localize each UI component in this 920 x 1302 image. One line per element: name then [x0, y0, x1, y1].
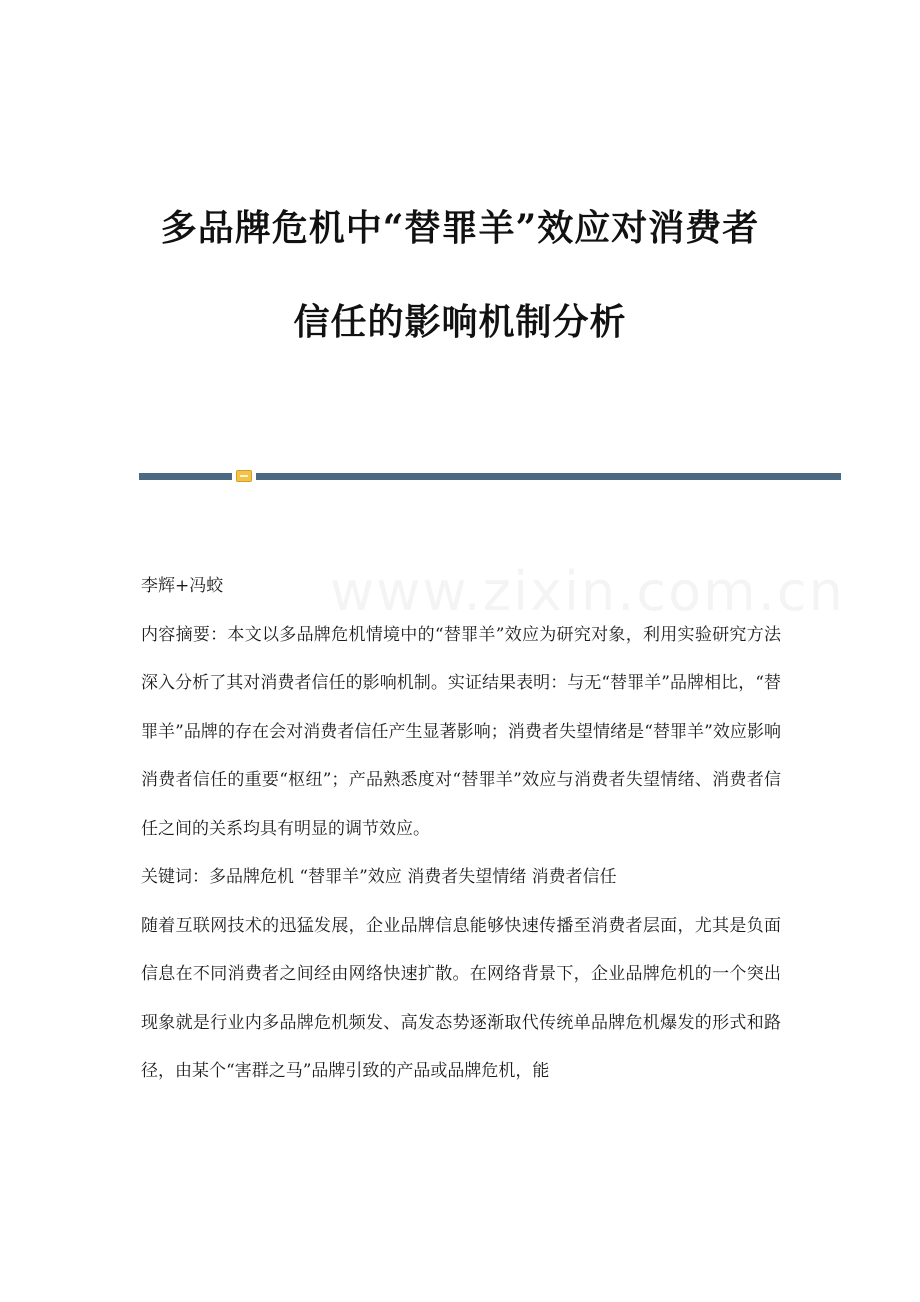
- keywords: 关键词：多品牌危机 “替罪羊”效应 消费者失望情绪 消费者信任: [141, 867, 617, 887]
- abstract: 内容摘要：本文以多品牌危机情境中的“替罪羊”效应为研究对象，利用实验研究方法深入分析了其对消费者信任的影响机制。实证结果表明：与无“替罪羊”品牌相比，“替罪羊”品牌的存在会对消费者信任产生显著影响；消费者失望情绪是“替罪羊”效应影响消费者信任的重要“枢纽”；产品熟悉度对“替罪羊”效应与消费者失望情绪、消费者信任之间的关系均具有明显的调节效应。: [141, 624, 781, 839]
- title-line-1: 多品牌危机中“替罪羊”效应对消费者: [160, 207, 760, 249]
- intro-paragraph: 随着互联网技术的迅猛发展，企业品牌信息能够快速传播至消费者层面，尤其是负面信息在不同消费者之间经由网络快速扩散。在网络背景下，企业品牌危机的一个突出现象就是行业内多品牌危机频发、高发态势逐渐取代传统单品牌危机爆发的形式和路径，由某个“害群之马”品牌引致的产品或品牌危机，能: [141, 915, 781, 1081]
- title-divider: [139, 470, 841, 482]
- divider-bar-left: [139, 473, 232, 480]
- title-block: [0, 208, 920, 342]
- divider-bar-right: [256, 473, 841, 480]
- body-text: [141, 562, 781, 1096]
- divider-badge-icon: [236, 470, 252, 482]
- title-line-2: 信任的影响机制分析: [293, 301, 627, 343]
- authors: 李辉+冯蛟: [141, 576, 224, 596]
